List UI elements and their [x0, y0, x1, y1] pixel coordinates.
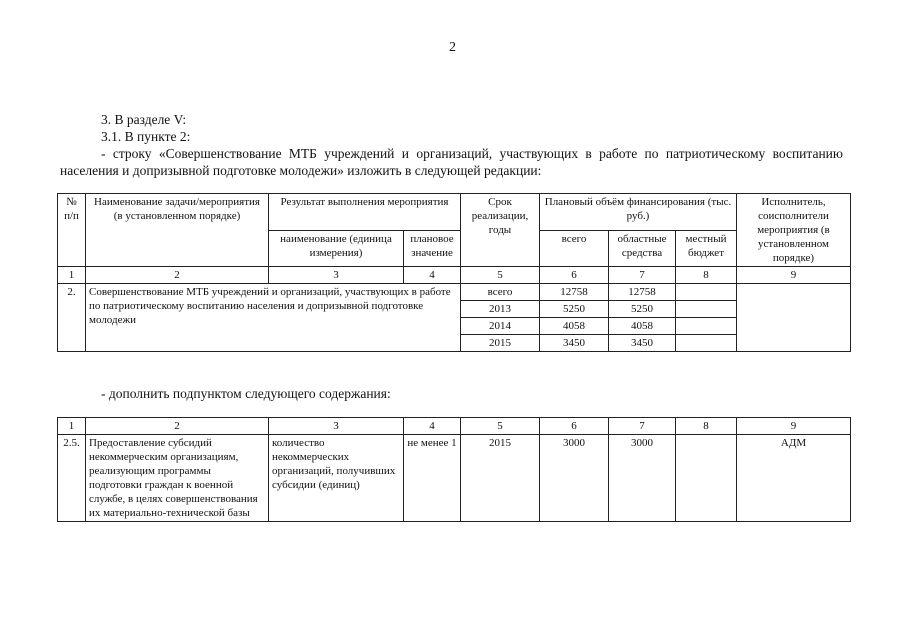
col-number: 9	[737, 267, 851, 284]
row-executor: АДМ	[737, 435, 851, 522]
row-executor	[737, 284, 851, 352]
header-finance: Плановый объём финансирования (тыс. руб.)	[540, 194, 737, 231]
header-num: № п/п	[58, 194, 86, 267]
row-local	[676, 335, 737, 352]
col-number: 1	[58, 418, 86, 435]
row-num: 2.5.	[58, 435, 86, 522]
row-local	[676, 435, 737, 522]
col-number: 4	[404, 267, 461, 284]
col-number: 3	[269, 267, 404, 284]
row-local	[676, 318, 737, 335]
row-local	[676, 284, 737, 301]
header-fin-local: местный бюджет	[676, 230, 737, 267]
col-number: 3	[269, 418, 404, 435]
col-number: 7	[609, 267, 676, 284]
header-result-name: наименование (единица измерения)	[269, 230, 404, 267]
col-number: 2	[86, 267, 269, 284]
col-number: 9	[737, 418, 851, 435]
row-term: 2015	[461, 335, 540, 352]
col-number: 6	[540, 267, 609, 284]
row-total: 4058	[540, 318, 609, 335]
table-row	[58, 435, 851, 522]
header-fin-regional: областные средства	[609, 230, 676, 267]
col-number: 2	[86, 418, 269, 435]
header-fin-total: всего	[540, 230, 609, 267]
header-executor: Исполнитель, соисполнители мероприятия (в установленном порядке)	[737, 194, 851, 267]
column-number-row	[58, 267, 851, 284]
header-term: Срок реализации, годы	[461, 194, 540, 267]
row-total: 3450	[540, 335, 609, 352]
row-regional: 3450	[609, 335, 676, 352]
row-name: Совершенствование МТБ учреждений и организаций, участвующих в работе по патриотическому воспитанию населения и допризывной подготовке молодежи	[86, 284, 461, 352]
col-number: 8	[676, 267, 737, 284]
page-number: 2	[449, 40, 456, 55]
row-regional: 3000	[609, 435, 676, 522]
supplement-table	[57, 417, 851, 522]
row-regional: 12758	[609, 284, 676, 301]
intro-paragraph: - строку «Совершенствование МТБ учреждений и организаций, участвующих в работе по патриотическому воспитанию населения и допризывной подготовке молодежи» изложить в следующей редакции:	[60, 146, 843, 178]
col-number: 7	[609, 418, 676, 435]
col-number: 5	[461, 418, 540, 435]
header-result-plan: плановое значение	[404, 230, 461, 267]
row-term: 2013	[461, 301, 540, 318]
row-num: 2.	[58, 284, 86, 352]
col-number: 8	[676, 418, 737, 435]
row-regional: 4058	[609, 318, 676, 335]
supplement-line: - дополнить подпунктом следующего содержания:	[101, 386, 391, 401]
column-number-row	[58, 418, 851, 435]
row-result-plan: не менее 1	[404, 435, 461, 522]
subsection-line: 3.1. В пункте 2:	[101, 129, 191, 144]
row-name: Предоставление субсидий некоммерческим организациям, реализующим программы подготовки граждан к военной службе, в целях совершенствования их материально-технической базы	[86, 435, 269, 522]
row-term: 2014	[461, 318, 540, 335]
row-term: 2015	[461, 435, 540, 522]
header-result: Результат выполнения мероприятия	[269, 194, 461, 231]
row-term: всего	[461, 284, 540, 301]
row-local	[676, 301, 737, 318]
row-total: 3000	[540, 435, 609, 522]
col-number: 6	[540, 418, 609, 435]
col-number: 1	[58, 267, 86, 284]
row-regional: 5250	[609, 301, 676, 318]
row-result-name: количество некоммерческих организаций, получивших субсидии (единиц)	[269, 435, 404, 522]
col-number: 5	[461, 267, 540, 284]
row-total: 12758	[540, 284, 609, 301]
row-total: 5250	[540, 301, 609, 318]
header-row-1	[58, 194, 851, 231]
section-line: 3. В разделе V:	[101, 112, 187, 127]
col-number: 4	[404, 418, 461, 435]
table-row	[58, 284, 851, 301]
program-table	[57, 193, 851, 352]
header-name: Наименование задачи/мероприятия (в установленном порядке)	[86, 194, 269, 267]
